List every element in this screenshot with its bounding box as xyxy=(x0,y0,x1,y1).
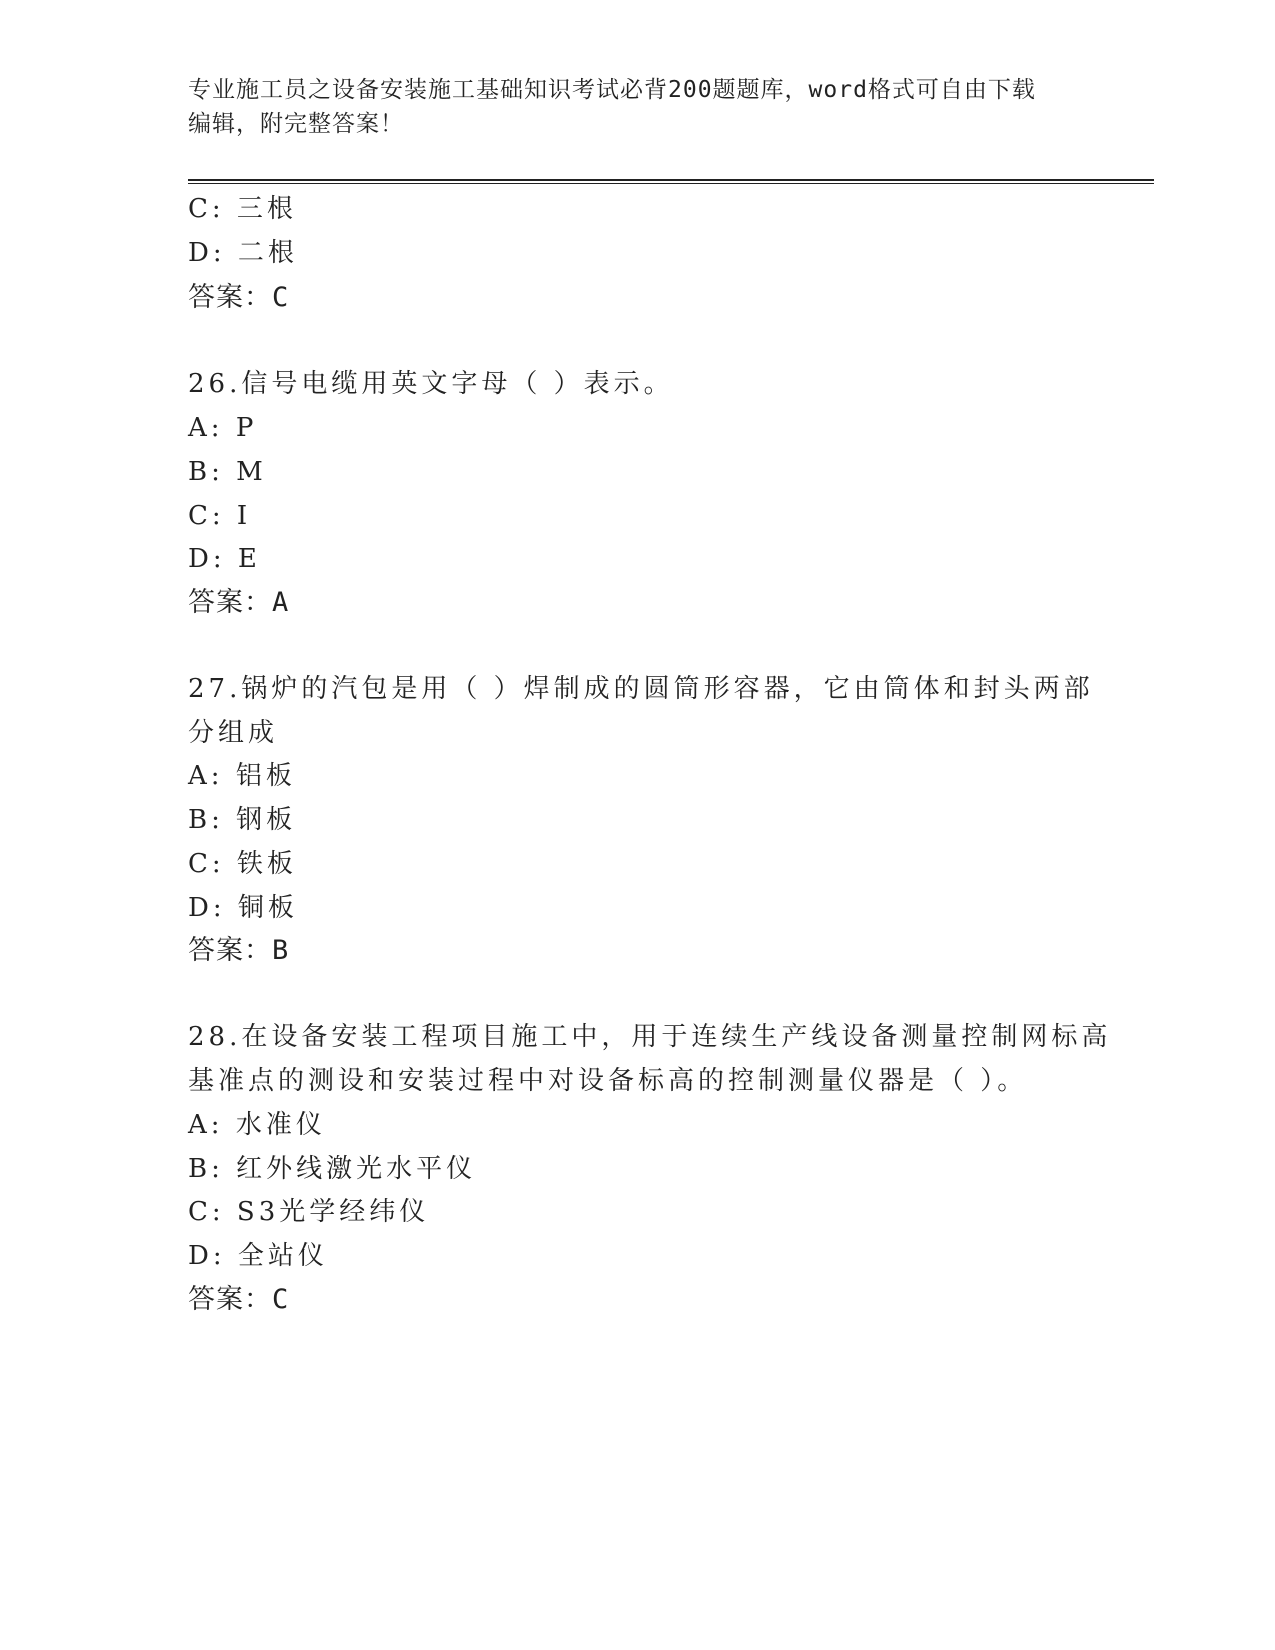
q28-option-c: C: S3光学经纬仪 xyxy=(188,1197,430,1227)
q27-answer: 答案：B xyxy=(188,935,290,966)
q26-option-a: A: P xyxy=(188,413,258,443)
q27-option-a: A: 铝板 xyxy=(188,761,296,791)
question-26-stem: 26.信号电缆用英文字母（ ）表示。 xyxy=(188,369,674,399)
document-header xyxy=(188,73,1088,141)
q28-answer: 答案：C xyxy=(188,1284,290,1315)
q28-option-d: D: 全站仪 xyxy=(188,1241,328,1271)
question-27-stem-line-2: 分组成 xyxy=(188,718,279,748)
q26-option-b: B: M xyxy=(188,457,267,487)
header-title-line-2: 编辑，附完整答案！ xyxy=(188,111,404,137)
q26-answer: 答案：A xyxy=(188,587,290,618)
q26-option-d: D: E xyxy=(188,544,261,574)
header-divider xyxy=(188,179,1154,181)
header-title-line-1: 专业施工员之设备安装施工基础知识考试必背200题题库，word格式可自由下载 xyxy=(188,77,1036,103)
option-d: D: 二根 xyxy=(188,238,298,268)
q27-option-d: D: 铜板 xyxy=(188,893,298,923)
question-27-stem-line-1: 27.锅炉的汽包是用（ ）焊制成的圆筒形容器，它由筒体和封头两部 xyxy=(188,674,1094,704)
q27-option-c: C: 铁板 xyxy=(188,849,297,879)
question-28-stem-line-2: 基准点的测设和安装过程中对设备标高的控制测量仪器是（ ）。 xyxy=(188,1066,1028,1096)
q28-option-a: A: 水准仪 xyxy=(188,1110,326,1140)
answer: 答案：C xyxy=(188,282,290,313)
q27-option-b: B: 钢板 xyxy=(188,805,297,835)
question-28-stem-line-1: 28.在设备安装工程项目施工中，用于连续生产线设备测量控制网标高 xyxy=(188,1022,1112,1052)
header-divider-thin xyxy=(188,183,1154,184)
option-c: C: 三根 xyxy=(188,194,297,224)
q26-option-c: C: I xyxy=(188,501,252,531)
q28-option-b: B: 红外线激光水平仪 xyxy=(188,1154,477,1184)
